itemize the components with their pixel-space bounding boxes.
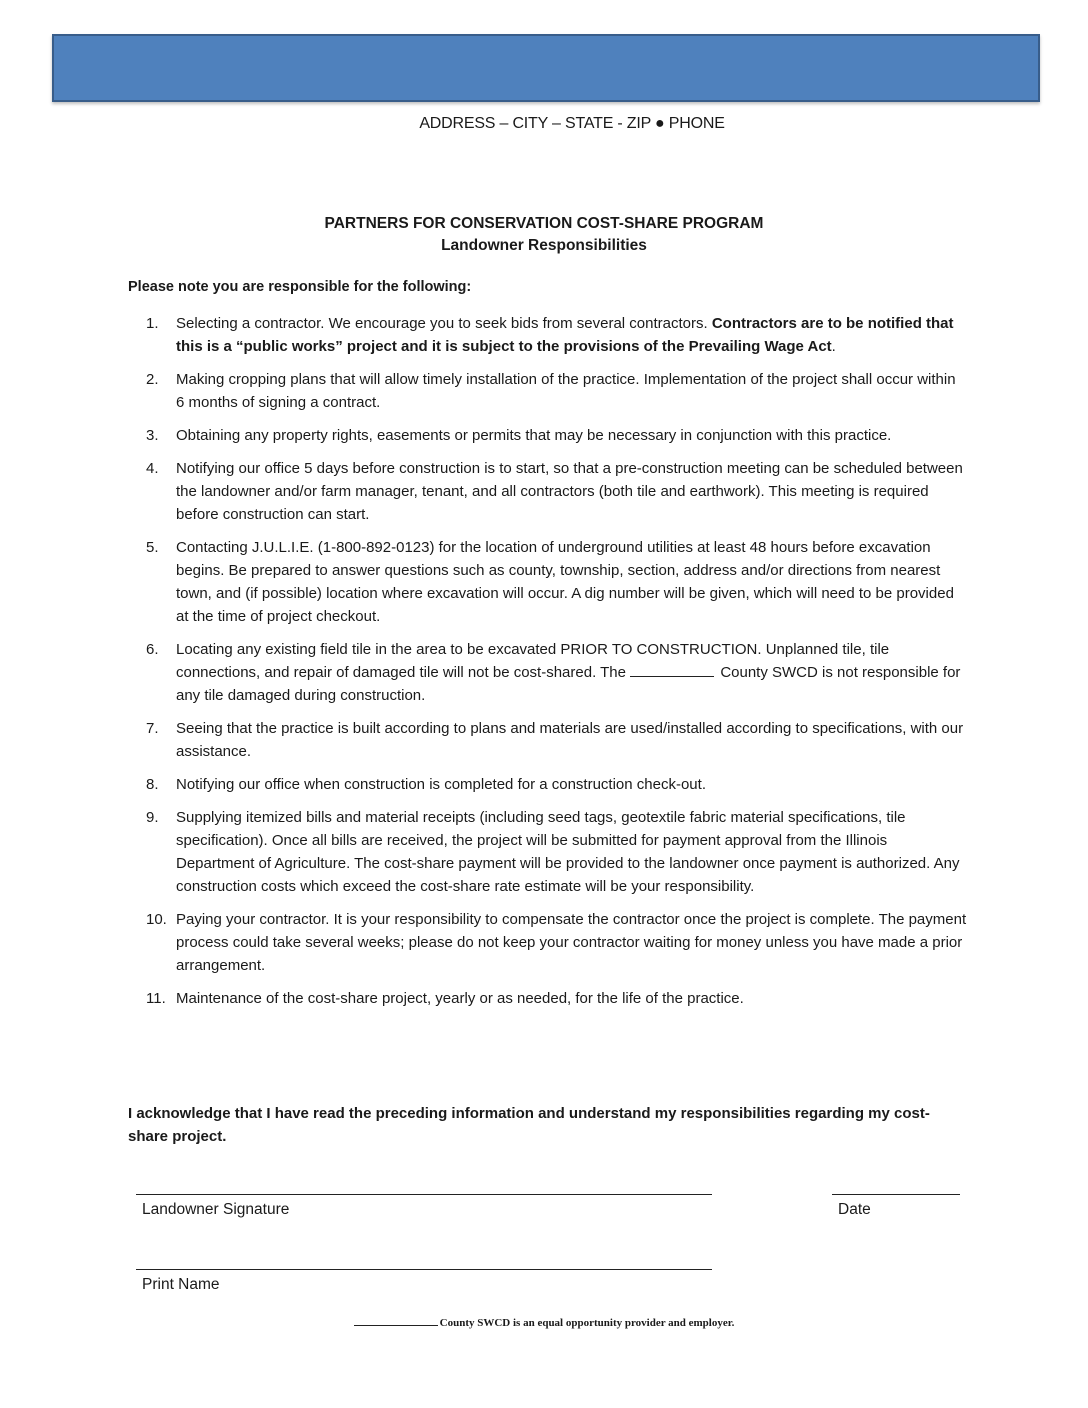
date-line[interactable] — [832, 1194, 960, 1195]
list-item-number: 7. — [146, 720, 159, 737]
list-item — [128, 717, 968, 763]
list-item-text: Making cropping plans that will allow timely installation of the practice. Implementation of the project shall occur within 6 months of signing a contract. — [176, 371, 956, 411]
footer — [0, 1317, 1088, 1329]
title-block — [0, 213, 1088, 257]
list-item-bold-text: Contractors are to be notified that this is a “public works” project and it is subject to the provisions of the Prevailing Wage Act — [176, 315, 954, 355]
list-item-text: Selecting a contractor. We encourage you to seek bids from several contractors. — [176, 315, 712, 332]
list-item — [128, 368, 968, 414]
list-item-number: 11. — [146, 990, 166, 1007]
date-label: Date — [838, 1201, 871, 1218]
print-name-label: Print Name — [142, 1276, 220, 1293]
list-item — [128, 536, 968, 628]
list-item-text: Paying your contractor. It is your responsibility to compensate the contractor once the project is complete. The payment process could take several weeks; please do not keep your contractor waiting for money unless you have made a prior arrangement. — [176, 911, 967, 974]
list-item-text: Locating any existing field tile in the area to be excavated PRIOR TO CONSTRUCTION. Unplanned tile, tile connections, and repair of damaged tile will not be cost-shared. The — [176, 641, 890, 681]
list-item-number: 2. — [146, 371, 159, 388]
list-item-text: Maintenance of the cost-share project, yearly or as needed, for the life of the practice. — [176, 990, 744, 1007]
list-item-number: 4. — [146, 460, 159, 477]
print-name-line[interactable] — [136, 1269, 712, 1270]
landowner-signature-label: Landowner Signature — [142, 1201, 290, 1218]
landowner-signature-line[interactable] — [136, 1194, 712, 1195]
list-item-number: 5. — [146, 539, 159, 556]
program-title: PARTNERS FOR CONSERVATION COST-SHARE PROGRAM — [324, 215, 764, 232]
list-item-text: Obtaining any property rights, easements or permits that may be necessary in conjunction with this practice. — [176, 427, 892, 444]
responsibilities-list — [128, 312, 968, 1020]
list-item — [128, 312, 968, 358]
list-item-number: 10. — [146, 911, 167, 928]
list-item — [128, 806, 968, 898]
list-item-text: Notifying our office when construction is completed for a construction check-out. — [176, 776, 706, 793]
list-item-tail-text: . — [831, 338, 836, 355]
list-item-text: Seeing that the practice is built according to plans and materials are used/installed according to specifications, with our assistance. — [176, 720, 964, 760]
list-item-text: Supplying itemized bills and material receipts (including seed tags, geotextile fabric material specifications, tile specification). Once all bills are received, the project will be submitted for payment approval from the Illinois Department of Agriculture. The cost-share payment will be provided to the landowner once payment is authorized. Any construction costs which exceed the cost-share rate estimate will be your responsibility. — [176, 809, 960, 895]
list-item — [128, 457, 968, 526]
list-item — [128, 987, 968, 1010]
list-item — [128, 908, 968, 977]
list-item-number: 6. — [146, 641, 159, 658]
county-name-blank — [354, 1325, 438, 1326]
list-item-text: Contacting J.U.L.I.E. (1-800-892-0123) for the location of underground utilities at least 48 hours before excavation begins. Be prepared to answer questions such as county, township, section, address and/or directions from nearest town, and (if possible) location where excavation will occur. A dig number will be given, which will need to be provided at the time of project checkout. — [176, 539, 954, 625]
list-item — [128, 638, 968, 707]
list-item-number: 3. — [146, 427, 159, 444]
footer-text: County SWCD is an equal opportunity provider and employer. — [439, 1317, 735, 1329]
intro-text: Please note you are responsible for the following: — [128, 279, 472, 295]
list-item-tail-text: County SWCD is not responsible for any tile damaged during construction. — [176, 664, 961, 704]
address-line: ADDRESS – CITY – STATE - ZIP ● PHONE — [419, 115, 725, 132]
list-item-number: 9. — [146, 809, 159, 826]
list-item-number: 1. — [146, 315, 159, 332]
list-item-text: Notifying our office 5 days before construction is to start, so that a pre-construction meeting can be scheduled between the landowner and/or farm manager, tenant, and all contractors (both tile and earthwork). This meeting is required before construction can start. — [176, 460, 963, 523]
acknowledgement-text: I acknowledge that I have read the preceding information and understand my responsibilities regarding my cost-share project. — [128, 1105, 930, 1145]
county-name-blank — [630, 676, 714, 677]
list-item-number: 8. — [146, 776, 159, 793]
document-subtitle: Landowner Responsibilities — [441, 237, 647, 254]
header-banner — [52, 34, 1040, 102]
list-item — [128, 424, 968, 447]
list-item — [128, 773, 968, 796]
